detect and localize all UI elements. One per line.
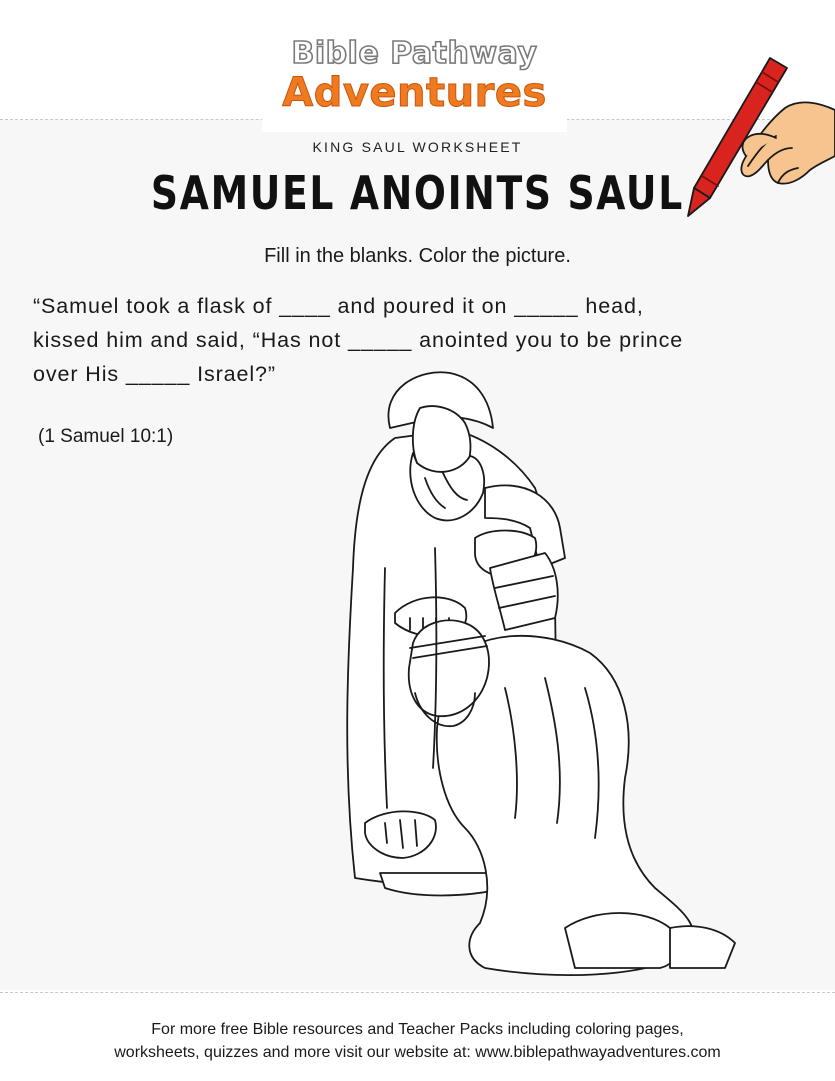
verse-reference: (1 Samuel 10:1) — [38, 426, 174, 447]
bottom-dashed-divider — [0, 992, 835, 993]
verse-line-1: “Samuel took a flask of ____ and poured it on _____ head, — [33, 294, 644, 318]
hand-holding-crayon-icon — [650, 48, 835, 223]
worksheet-title: SAMUEL ANOINTS SAUL — [150, 166, 684, 220]
logo-line-1: Bible Pathway — [291, 36, 538, 71]
verse-line-2: kissed him and said, “Has not _____ anointed you to be prince — [33, 328, 684, 352]
brand-logo — [262, 30, 567, 132]
verse-line-3: over His _____ Israel?” — [33, 362, 276, 386]
footer-line-1: For more free Bible resources and Teacher Packs including coloring pages, — [151, 1021, 684, 1038]
worksheet-subtitle: KING SAUL WORKSHEET — [312, 139, 523, 155]
instructions-text: Fill in the blanks. Color the picture. — [264, 245, 571, 267]
samuel-anointing-saul-illustration — [325, 368, 810, 988]
logo-line-2: Adventures — [282, 70, 547, 116]
footer-line-2: worksheets, quizzes and more visit our website at: www.biblepathwayadventures.com — [114, 1044, 721, 1061]
footer-text — [0, 1018, 835, 1064]
